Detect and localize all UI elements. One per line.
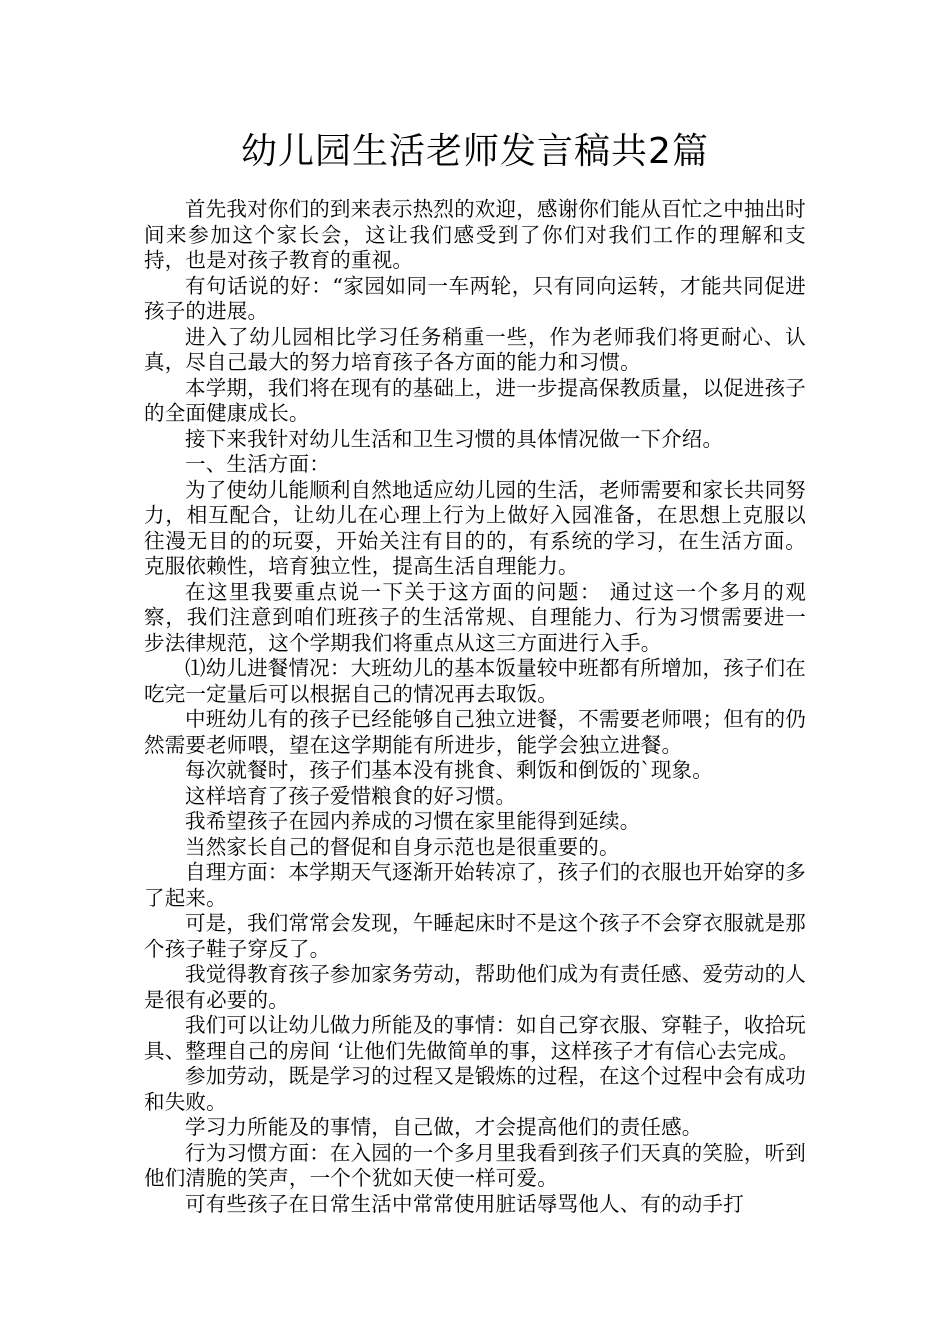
paragraph: 接下来我针对幼儿生活和卫生习惯的具体情况做一下介绍。 <box>185 426 724 451</box>
paragraph: 可是，我们常常会发现，午睡起床时不是这个孩子不会穿衣服就是那个孩子鞋子穿反了。 <box>144 911 806 961</box>
paragraph: 我觉得教育孩子参加家务劳动，帮助他们成为有责任感、爱劳动的人是很有必要的。 <box>144 962 806 1012</box>
section-heading: 一、生活方面： <box>185 452 330 476</box>
paragraph: 我希望孩子在园内养成的习惯在家里能得到延续。 <box>185 809 641 833</box>
paragraph: 有句话说的好：“家园如同一车两轮，只有同向运转，才能共同促进孩子的进展。 <box>144 273 806 323</box>
paragraph: ⑴幼儿进餐情况：大班幼儿的基本饭量较中班都有所增加，孩子们在吃完一定量后可以根据自己的情况再去取饭。 <box>144 656 806 706</box>
paragraph: 自理方面：本学期天气逐渐开始转凉了，孩子们的衣服也开始穿的多了起来。 <box>144 860 806 910</box>
paragraph: 我们可以让幼儿做力所能及的事情：如自己穿衣服、穿鞋子，收拾玩具、整理自己的房间 ‘让他们先做简单的事，这样孩子才有信心去完成。 <box>144 1013 806 1063</box>
paragraph: 当然家长自己的督促和自身示范也是很重要的。 <box>185 834 620 859</box>
paragraph: 每次就餐时，孩子们基本没有挑食、剩饭和倒饭的`现象。 <box>185 758 713 782</box>
paragraph: 这样培育了孩子爱惜粮食的好习惯。 <box>185 783 517 808</box>
paragraph: 在这里我要重点说一下关于这方面的问题： 通过这一个多月的观察，我们注意到咱们班孩子的生活常规、自理能力、行为习惯需要进一步法律规范，这个学期我们将重点从这三方面进行入手。 <box>144 579 806 655</box>
paragraph: 可有些孩子在日常生活中常常使用脏话辱骂他人、有的动手打 <box>185 1191 744 1216</box>
paragraph: 学习力所能及的事情，自己做，才会提高他们的责任感。 <box>185 1115 703 1139</box>
paragraph: 参加劳动，既是学习的过程又是锻炼的过程，在这个过程中会有成功和失败。 <box>144 1064 806 1114</box>
paragraph: 行为习惯方面：在入园的一个多月里我看到孩子们天真的笑脸，听到他们清脆的笑声，一个个犹如天使一样可爱。 <box>144 1140 806 1190</box>
paragraph: 为了使幼儿能顺利自然地适应幼儿园的生活，老师需要和家长共同努力，相互配合，让幼儿在心理上行为上做好入园准备，在思想上克服以往漫无目的的玩耍，开始关注有目的的，有系统的学习，在生活方面。克服依赖性，培育独立性，提高生活自理能力。 <box>144 477 806 578</box>
document-body <box>144 197 806 1217</box>
paragraph: 中班幼儿有的孩子已经能够自己独立进餐，不需要老师喂；但有的仍然需要老师喂，望在这学期能有所进步，能学会独立进餐。 <box>144 707 806 757</box>
document-title: 幼儿园生活老师发言稿共2篇 <box>241 131 709 172</box>
paragraph: 首先我对你们的到来表示热烈的欢迎，感谢你们能从百忙之中抽出时间来参加这个家长会，这让我们感受到了你们对我们工作的理解和支持，也是对孩子教育的重视。 <box>144 197 806 272</box>
paragraph: 本学期，我们将在现有的基础上，进一步提高保教质量，以促进孩子的全面健康成长。 <box>144 375 806 425</box>
paragraph: 进入了幼儿园相比学习任务稍重一些，作为老师我们将更耐心、认真，尽自己最大的努力培育孩子各方面的能力和习惯。 <box>144 324 806 374</box>
